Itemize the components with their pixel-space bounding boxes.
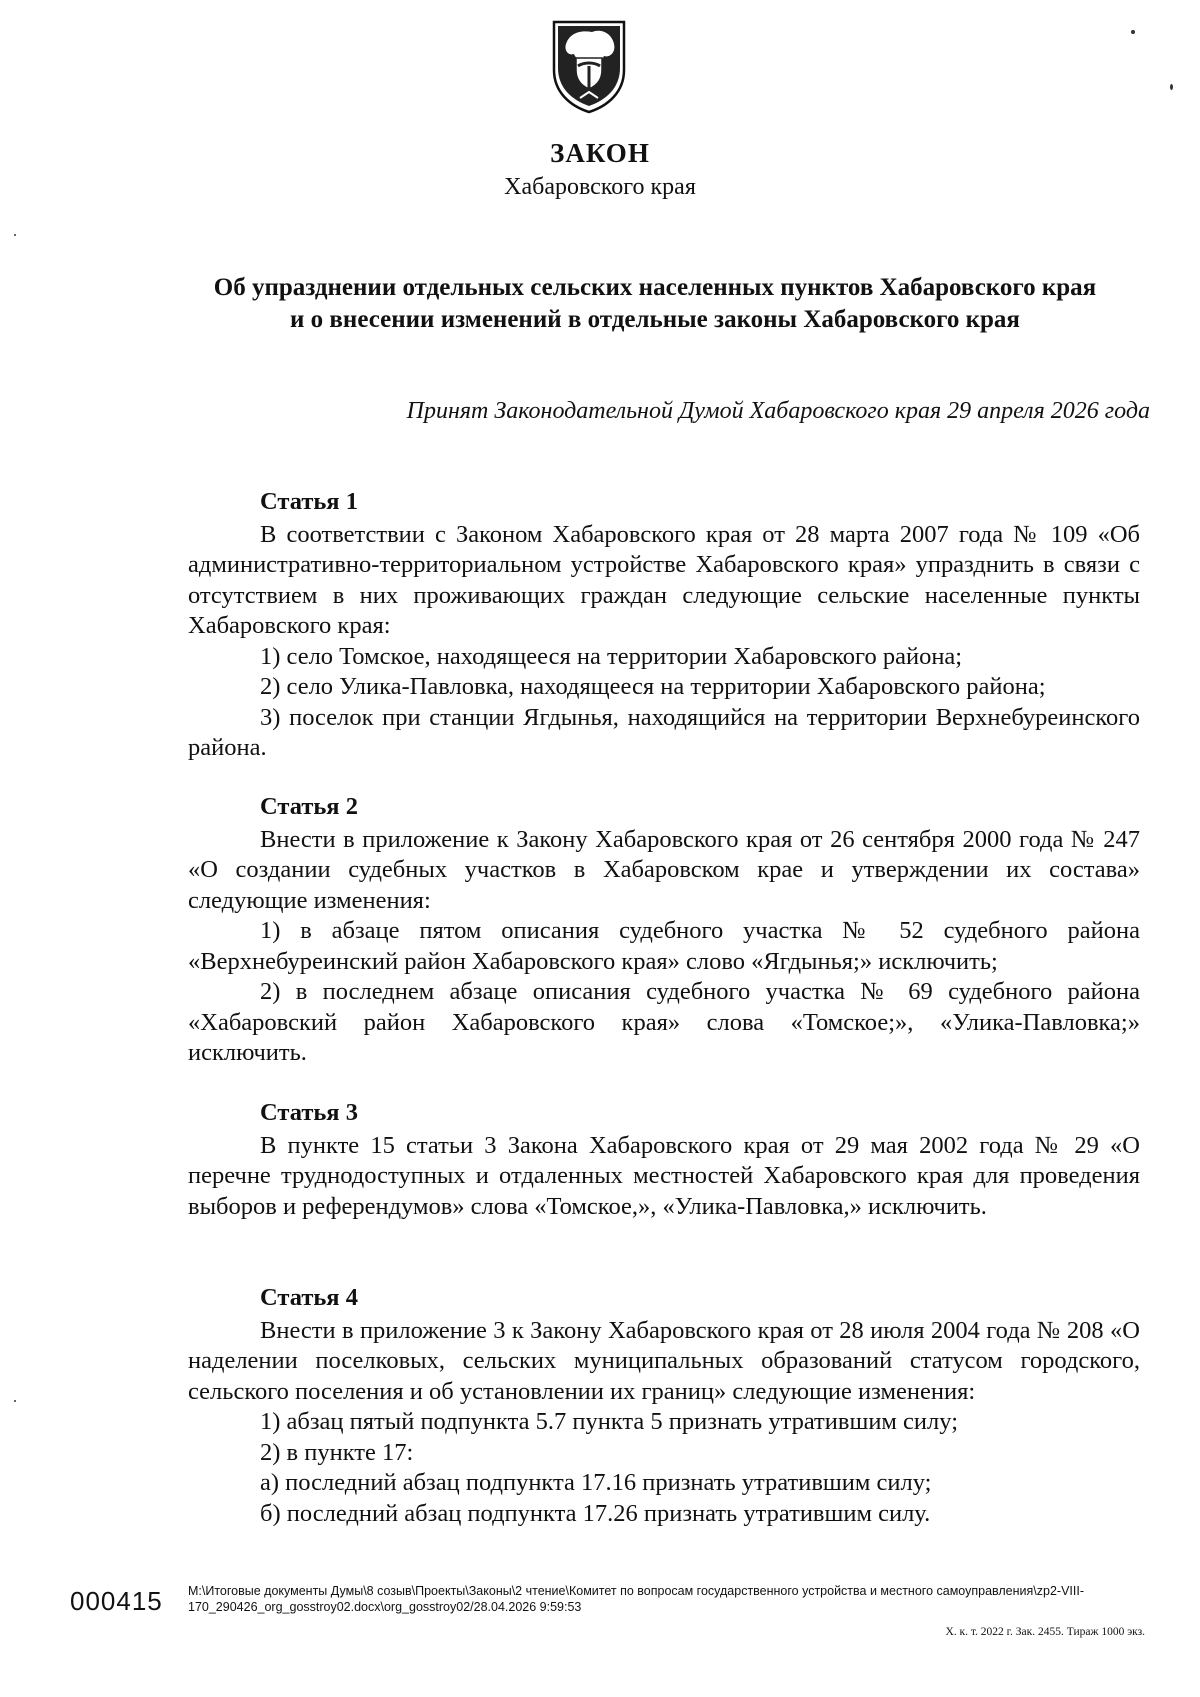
article-item: 1) в абзаце пятом описания судебного участка № 52 судебного района «Верхнебуреинский район Хабаровского края» слово «Ягдынья;» исключить; — [188, 917, 1140, 975]
article-paragraph: Внести в приложение 3 к Закону Хабаровского края от 28 июля 2004 года № 208 «О наделении поселковых, сельских муниципальных образований статусом городского, сельского поселения и об установлении их границ» следующие изменения: — [188, 1316, 1140, 1405]
adoption-note: Принят Законодательной Думой Хабаровского края 29 апреля 2026 года — [406, 398, 1150, 424]
article-3 — [188, 1098, 1140, 1222]
article-item: 1) село Томское, находящееся на территории Хабаровского района; — [260, 642, 963, 670]
law-region: Хабаровского края — [504, 174, 696, 200]
article-1 — [188, 487, 1140, 764]
file-path-line-1: M:\Итоговые документы Думы\8 созыв\Проекты\Законы\2 чтение\Комитет по вопросам государственного устройства и местного самоуправления\zp2-VIII- — [188, 1584, 1084, 1598]
document-number: 000415 — [70, 1586, 163, 1616]
article-heading: Статья 3 — [260, 1099, 358, 1126]
scan-speck — [14, 1400, 16, 1402]
scan-speck — [14, 234, 16, 236]
article-heading: Статья 4 — [260, 1284, 358, 1311]
law-subject-line-2: и о внесении изменений в отдельные законы Хабаровского края — [290, 306, 1020, 333]
coat-of-arms-emblem — [548, 18, 630, 114]
law-subject-line-1: Об упразднении отдельных сельских населенных пунктов Хабаровского края — [213, 274, 1097, 301]
law-subject — [170, 272, 1140, 336]
file-path-footer — [188, 1583, 1140, 1615]
article-item: б) последний абзац подпункта 17.26 признать утратившим силу. — [260, 1499, 931, 1527]
article-paragraph: В пункте 15 статьи 3 Закона Хабаровского края от 29 мая 2002 года № 29 «О перечне труднодоступных и отдаленных местностей Хабаровского края для проведения выборов и референдумов» слова «Томское,», «Улика-Павловка,» исключить. — [188, 1131, 1140, 1220]
article-2 — [188, 792, 1140, 1069]
article-item: 2) в последнем абзаце описания судебного участка № 69 судебного района «Хабаровский район Хабаровского края» слова «Томское;», «Улика-Павловка;» исключить. — [188, 978, 1140, 1066]
article-heading: Статья 2 — [260, 793, 358, 820]
print-info: Х. к. т. 2022 г. Зак. 2455. Тираж 1000 экз. — [945, 1626, 1145, 1638]
article-item: 2) в пункте 17: — [260, 1438, 414, 1466]
article-paragraph: В соответствии с Законом Хабаровского края от 28 марта 2007 года № 109 «Об административно-территориальном устройстве Хабаровского края» упразднить в связи с отсутствием в них проживающих граждан следующие сельские населенные пункты Хабаровского края: — [188, 520, 1140, 639]
scan-speck — [1131, 30, 1135, 34]
article-item: 2) село Улика-Павловка, находящееся на территории Хабаровского района; — [260, 673, 1046, 700]
article-item: а) последний абзац подпункта 17.16 признать утратившим силу; — [260, 1469, 932, 1496]
article-4 — [188, 1283, 1140, 1529]
scan-speck — [1170, 84, 1173, 90]
article-paragraph: Внести в приложение к Закону Хабаровского края от 26 сентября 2000 года № 247 «О создании судебных участков в Хабаровском крае и утверждении их состава» следующие изменения: — [188, 825, 1140, 914]
law-title: ЗАКОН — [550, 138, 650, 168]
article-heading: Статья 1 — [260, 488, 358, 515]
file-path-line-2: 170_290426_org_gosstroy02.docx\org_gosstroy02/28.04.2026 9:59:53 — [188, 1600, 582, 1614]
article-item: 3) поселок при станции Ягдынья, находящийся на территории Верхнебуреинского района. — [188, 703, 1140, 761]
article-item: 1) абзац пятый подпункта 5.7 пункта 5 признать утратившим силу; — [260, 1408, 958, 1435]
